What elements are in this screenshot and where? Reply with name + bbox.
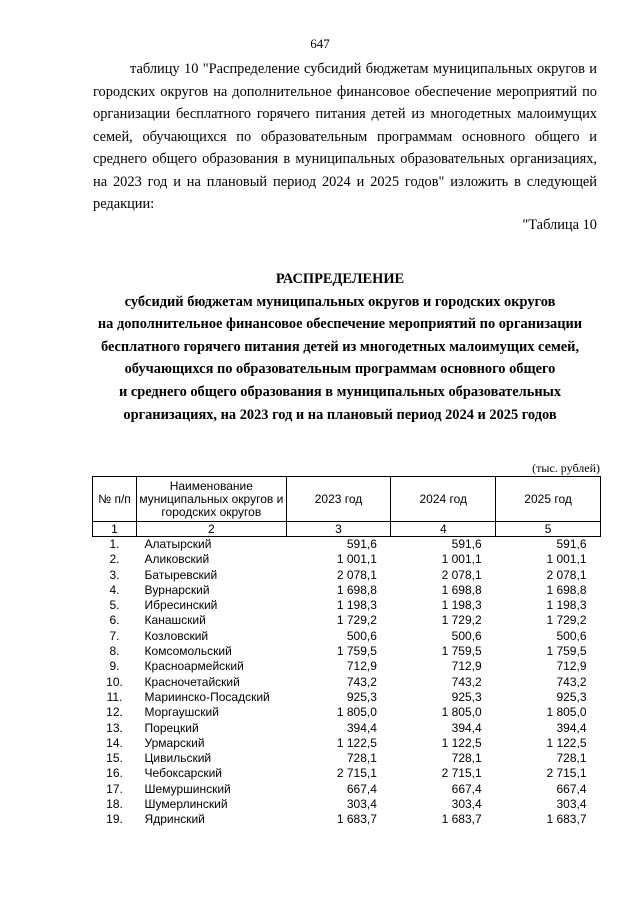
title-line: субсидий бюджетам муниципальных округов и городских округов	[124, 293, 556, 310]
value-2024: 1 122,5	[441, 735, 482, 750]
value-2023: 1 805,0	[336, 705, 377, 720]
value-2025: 1 698,8	[546, 582, 587, 597]
value-2024: 1 198,3	[441, 598, 482, 613]
value-2024: 1 729,2	[441, 613, 482, 628]
value-2023: 925,3	[346, 689, 377, 704]
table-reference: "Таблица 10	[522, 217, 597, 233]
value-2023: 500,6	[346, 628, 377, 643]
district-name: Шумерлинский	[144, 797, 228, 812]
column-number: 2	[137, 522, 287, 537]
table-row	[93, 583, 601, 598]
column-number: 5	[496, 522, 601, 537]
table-header-row	[93, 477, 601, 522]
district-name: Цивильский	[144, 751, 212, 766]
district-name: Урмарский	[144, 735, 205, 750]
value-2025: 1 805,0	[546, 705, 587, 720]
value-2025: 2 078,1	[546, 567, 587, 582]
value-2025: 743,2	[556, 674, 587, 689]
value-2024: 712,9	[451, 659, 482, 674]
value-2023: 1 122,5	[336, 735, 377, 750]
value-2025: 1 122,5	[546, 735, 587, 750]
value-2023: 712,9	[346, 659, 377, 674]
table-row	[93, 598, 601, 613]
district-name: Красночетайский	[144, 674, 240, 689]
value-2023: 667,4	[346, 781, 377, 796]
title-line: обучающихся по образовательным программам основного общего	[124, 361, 556, 378]
row-index: 12.	[106, 705, 123, 720]
value-2023: 2 715,1	[336, 766, 377, 781]
value-2024: 303,4	[451, 797, 482, 812]
row-index: 7.	[109, 628, 120, 643]
table-row	[93, 766, 601, 781]
row-index: 18.	[106, 797, 123, 812]
district-name: Аликовский	[144, 552, 210, 567]
value-2024: 1 001,1	[441, 552, 482, 567]
value-2024: 394,4	[451, 720, 482, 735]
row-index: 16.	[106, 766, 123, 781]
table-row	[93, 797, 601, 812]
value-2023: 394,4	[346, 720, 377, 735]
row-index: 19.	[106, 812, 123, 827]
row-index: 17.	[106, 781, 123, 796]
row-index: 3.	[109, 567, 120, 582]
column-number-row	[93, 522, 601, 537]
title-line: и среднего общего образования в муниципальных образовательных	[118, 383, 562, 400]
intro-paragraph: таблицу 10 "Распределение субсидий бюджетам муниципальных округов и городских округов на дополнительное финансовое обеспечение мероприятий по организации бесплатного горячего питания детей из многодетных малоимущих семей, обучающихся по образовательным программам основного общего и среднего общего образования в муниципальных образовательных организациях, на 2023 год и на плановый период 2024 и 2025 годов" изложить в следующей редакции:	[93, 61, 597, 212]
row-index: 13.	[106, 720, 123, 735]
table-row	[93, 659, 601, 674]
value-2024: 2 078,1	[441, 567, 482, 582]
table-row	[93, 568, 601, 583]
table-row	[93, 613, 601, 628]
table-row	[93, 537, 601, 553]
row-index: 4.	[109, 582, 120, 597]
value-2024: 728,1	[451, 751, 482, 766]
row-index: 11.	[106, 689, 123, 704]
district-name: Канашский	[144, 613, 206, 628]
row-index: 5.	[109, 598, 120, 613]
header-2024: 2024 год	[391, 477, 496, 522]
value-2024: 925,3	[451, 689, 482, 704]
value-2025: 591,6	[556, 537, 587, 551]
district-name: Козловский	[144, 628, 209, 643]
value-2025: 303,4	[556, 797, 587, 812]
row-index: 6.	[109, 613, 120, 628]
value-2024: 1 698,8	[441, 582, 482, 597]
table-row	[93, 675, 601, 690]
header-2025: 2025 год	[496, 477, 601, 522]
district-name: Ядринский	[144, 812, 205, 827]
column-number: 3	[286, 522, 391, 537]
table-row	[93, 721, 601, 736]
district-name: Комсомольский	[144, 644, 232, 659]
title-line: организациях, на 2023 год и на плановый период 2024 и 2025 годов	[123, 406, 557, 423]
value-2025: 1 198,3	[546, 598, 587, 613]
subsidy-table	[92, 476, 601, 828]
value-2024: 500,6	[451, 628, 482, 643]
district-name: Красноармейский	[144, 659, 244, 674]
district-name: Моргаушский	[144, 705, 219, 720]
value-2023: 1 698,8	[336, 582, 377, 597]
table-row	[93, 690, 601, 705]
table-row	[93, 812, 601, 827]
district-name: Алатырский	[144, 537, 212, 551]
header-index: № п/п	[93, 477, 137, 522]
value-2025: 925,3	[556, 689, 587, 704]
column-number: 1	[93, 522, 137, 537]
value-2025: 712,9	[556, 659, 587, 674]
district-name: Порецкий	[144, 720, 199, 735]
value-2023: 2 078,1	[336, 567, 377, 582]
table-row	[93, 644, 601, 659]
value-2024: 591,6	[451, 537, 482, 551]
row-index: 8.	[109, 644, 120, 659]
document-title	[80, 268, 600, 426]
value-2024: 743,2	[451, 674, 482, 689]
row-index: 1.	[109, 537, 120, 551]
value-2023: 303,4	[346, 797, 377, 812]
row-index: 15.	[106, 751, 123, 766]
table-row	[93, 736, 601, 751]
value-2023: 1 198,3	[336, 598, 377, 613]
value-2024: 2 715,1	[441, 766, 482, 781]
row-index: 14.	[106, 735, 123, 750]
table-row	[93, 782, 601, 797]
district-name: Ибресинский	[144, 598, 218, 613]
value-2023: 1 759,5	[336, 644, 377, 659]
district-name: Батыревский	[144, 567, 218, 582]
units-label: (тыс. рублей)	[532, 461, 600, 475]
value-2023: 591,6	[346, 537, 377, 551]
district-name: Чебоксарский	[144, 766, 223, 781]
value-2023: 1 729,2	[336, 613, 377, 628]
value-2025: 2 715,1	[546, 766, 587, 781]
value-2025: 500,6	[556, 628, 587, 643]
table-row	[93, 705, 601, 720]
district-name: Шемуршинский	[144, 781, 231, 796]
value-2023: 1 001,1	[336, 552, 377, 567]
column-number: 4	[391, 522, 496, 537]
value-2023: 728,1	[346, 751, 377, 766]
value-2025: 667,4	[556, 781, 587, 796]
value-2025: 1 729,2	[546, 613, 587, 628]
value-2025: 1 001,1	[546, 552, 587, 567]
title-line: на дополнительное финансовое обеспечение мероприятий по организации	[97, 316, 583, 333]
value-2024: 667,4	[451, 781, 482, 796]
header-2023: 2023 год	[286, 477, 391, 522]
row-index: 9.	[109, 659, 120, 674]
title-line: РАСПРЕДЕЛЕНИЕ	[275, 271, 405, 287]
district-name: Вурнарский	[144, 582, 210, 597]
title-line: бесплатного горячего питания детей из многодетных малоимущих семей,	[100, 338, 580, 355]
value-2024: 1 805,0	[441, 705, 482, 720]
value-2025: 1 759,5	[546, 644, 587, 659]
table-row	[93, 629, 601, 644]
row-index: 10.	[106, 674, 123, 689]
value-2024: 1 683,7	[441, 812, 482, 827]
table-row	[93, 552, 601, 567]
value-2025: 394,4	[556, 720, 587, 735]
value-2025: 728,1	[556, 751, 587, 766]
value-2024: 1 759,5	[441, 644, 482, 659]
table-row	[93, 751, 601, 766]
row-index: 2.	[109, 552, 120, 567]
value-2023: 1 683,7	[336, 812, 377, 827]
district-name: Мариинско-Посадский	[144, 689, 270, 704]
table-body	[93, 537, 601, 828]
page-number: 647	[310, 36, 330, 51]
header-name: Наименование муниципальных округов и городских округов	[137, 477, 287, 522]
value-2023: 743,2	[346, 674, 377, 689]
value-2025: 1 683,7	[546, 812, 587, 827]
